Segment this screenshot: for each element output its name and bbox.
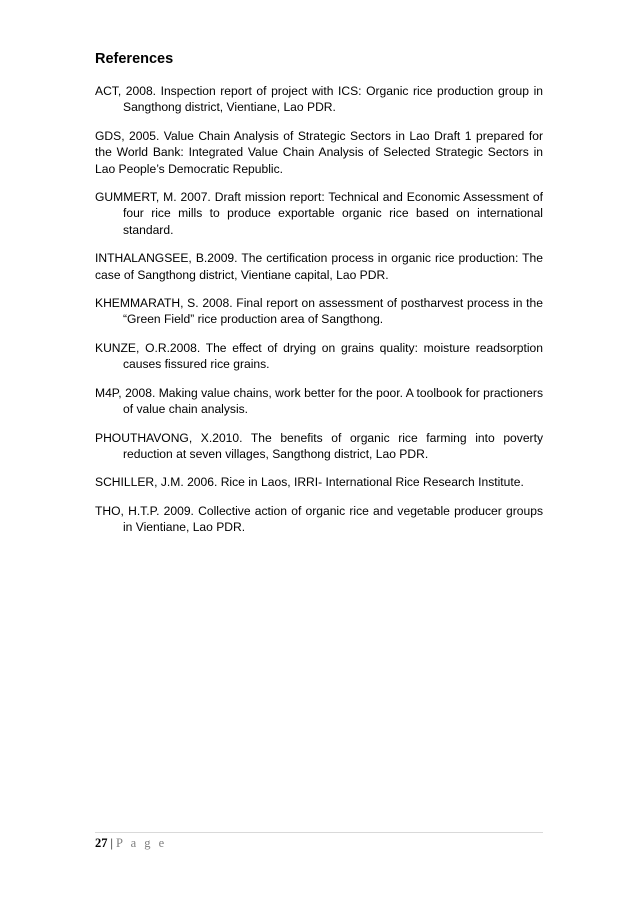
reference-entry: INTHALANGSEE, B.2009. The certification process in organic rice production: The case of Sangthong district, Vientiane capital, Lao PDR. xyxy=(95,251,543,282)
references-heading: References xyxy=(95,51,174,67)
page-label: P a g e xyxy=(116,836,167,850)
reference-entry: SCHILLER, J.M. 2006. Rice in Laos, IRRI- International Rice Research Institute. xyxy=(95,475,524,490)
reference-entry: THO, H.T.P. 2009. Collective action of organic rice and vegetable producer groups in Vientiane, Lao PDR. xyxy=(95,503,543,535)
reference-entry: PHOUTHAVONG, X.2010. The benefits of organic rice farming into poverty reduction at seven villages, Sangthong district, Lao PDR. xyxy=(95,430,543,461)
reference-entry: M4P, 2008. Making value chains, work better for the poor. A toolbook for practioners of value chain analysis. xyxy=(95,385,543,417)
reference-entry: GUMMERT, M. 2007. Draft mission report: Technical and Economic Assessment of four rice mills to produce exportable organic rice based on international standard. xyxy=(95,190,543,237)
page-footer xyxy=(95,836,167,851)
reference-entry: KHEMMARATH, S. 2008. Final report on assessment of postharvest process in the “Green Field” rice production area of Sangthong. xyxy=(95,296,543,327)
page-number: 27 xyxy=(95,836,108,850)
reference-entry: ACT, 2008. Inspection report of project with ICS: Organic rice production group in Sangthong district, Vientiane, Lao PDR. xyxy=(95,84,543,115)
footer-divider xyxy=(95,832,543,833)
reference-entry: KUNZE, O.R.2008. The effect of drying on grains quality: moisture readsorption causes fissured rice grains. xyxy=(95,340,543,372)
references-list xyxy=(95,83,543,548)
reference-entry: GDS, 2005. Value Chain Analysis of Strategic Sectors in Lao Draft 1 prepared for the World Bank: Integrated Value Chain Analysis of Selected Strategic Sectors in Lao People’s Democratic Republic. xyxy=(95,128,543,176)
footer-separator: | xyxy=(110,836,114,850)
